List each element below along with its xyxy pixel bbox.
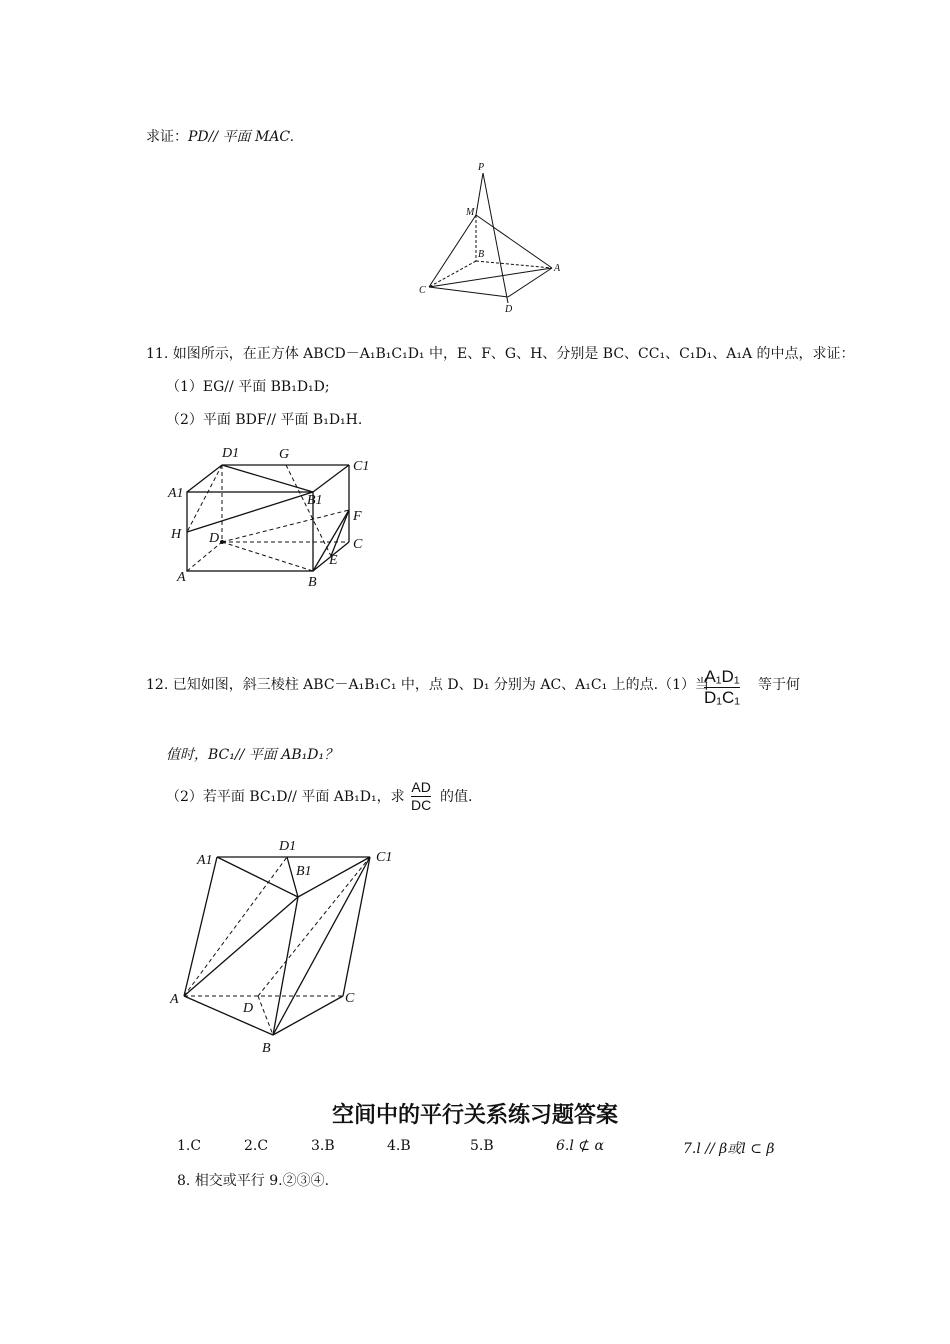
label-C1: C1: [353, 459, 370, 474]
q12-stem: 12. 已知如图，斜三棱柱 ABC－A₁B₁C₁ 中，点 D、D₁ 分别为 AC、A₁C₁ 上的点.（1）当: [146, 677, 710, 693]
edge-CA: [429, 268, 552, 287]
answer-2: 2.C: [244, 1138, 269, 1154]
frac2-denominator: DC: [411, 797, 432, 813]
label-C: C: [353, 537, 363, 552]
segment-HB1: [187, 492, 313, 532]
segment-AB1: [184, 897, 298, 996]
edge-CD: [429, 287, 508, 297]
q11-part1: （1）EG// 平面 BB₁D₁D;: [166, 379, 330, 395]
label-C: C: [345, 991, 355, 1006]
segment-DC1: [258, 857, 370, 996]
q11-cube-figure: [165, 440, 380, 590]
label-H: H: [171, 527, 182, 542]
edge-AB: [184, 996, 273, 1035]
label-B: B: [308, 575, 317, 590]
label-C: C: [419, 285, 426, 296]
q12-fraction-1: [704, 667, 740, 708]
frac1-numerator: A₁D₁: [704, 667, 740, 686]
label-B1: B1: [307, 493, 323, 508]
edge-B1B: [273, 897, 298, 1035]
q11-part2: （2）平面 BDF// 平面 B₁D₁H.: [166, 412, 363, 428]
segment-D1B1: [222, 465, 313, 492]
edge-PM: [476, 173, 483, 215]
answer-1: 1.C: [177, 1138, 202, 1154]
label-B: B: [262, 1041, 271, 1056]
label-B1: B1: [296, 864, 312, 879]
q12-line2: 值时，BC₁// 平面 AB₁D₁？: [166, 747, 339, 763]
q12-stem-tail: 等于何: [758, 677, 800, 693]
face-front: [187, 492, 313, 571]
edge-A1A: [184, 857, 217, 996]
label-D: D: [209, 531, 220, 546]
edge-A1B1: [217, 857, 298, 897]
answers-line2: 8. 相交或平行 9.②③④.: [177, 1173, 330, 1189]
label-A: A: [170, 992, 179, 1007]
label-G: G: [279, 447, 290, 462]
label-B: B: [478, 249, 485, 260]
q11-stem: 11. 如图所示，在正方体 ABCD－A₁B₁C₁D₁ 中，E、F、G、H、分别是 BC、CC₁、C₁D₁、A₁A 的中点，求证：: [146, 346, 855, 362]
edge-MA: [476, 215, 552, 268]
edge-AD: [187, 542, 222, 571]
label-F: F: [353, 509, 362, 524]
label-E: E: [329, 553, 338, 568]
q10-stmt: PD// 平面 MAC.: [188, 129, 295, 145]
label-A: A: [554, 263, 561, 274]
q10-statement: [146, 128, 294, 146]
q12-prism-figure: [165, 835, 400, 1060]
answer-4: 4.B: [387, 1138, 411, 1154]
label-D: D: [505, 304, 513, 315]
answers-title: 空间中的平行关系练习题答案: [331, 1103, 618, 1128]
segment-DB: [222, 542, 313, 571]
q12-part2-post: 的值.: [440, 789, 473, 805]
answer-6: 6.l ⊄ α: [556, 1138, 604, 1154]
label-D1: D1: [222, 446, 240, 461]
label-D1: D1: [279, 839, 297, 854]
edge-C1C: [343, 857, 370, 996]
q12-fraction-2: [411, 779, 431, 814]
answer-7: 7.l // β或l ⊂ β: [683, 1141, 775, 1157]
answer-5: 5.B: [470, 1138, 494, 1154]
edge-PD: [483, 173, 508, 303]
label-A1: A1: [168, 486, 184, 501]
q10-pyramid-figure: [416, 155, 566, 315]
label-M: M: [466, 207, 475, 218]
edge-BA: [476, 261, 552, 268]
label-A: A: [177, 570, 186, 585]
q10-prove-word: 求证：: [146, 129, 188, 145]
edge-DA: [508, 268, 552, 297]
label-D: D: [243, 1001, 254, 1016]
segment-AD1: [184, 857, 287, 996]
label-A1: A1: [197, 853, 213, 868]
answer-3: 3.B: [311, 1138, 335, 1154]
label-P: P: [478, 162, 485, 173]
edge-MC: [429, 215, 476, 287]
frac1-denominator: D₁C₁: [704, 688, 741, 707]
frac2-numerator: AD: [411, 779, 431, 795]
q12-part2-pre: （2）若平面 BC₁D// 平面 AB₁D₁，求: [166, 789, 405, 805]
label-C1: C1: [376, 850, 393, 865]
